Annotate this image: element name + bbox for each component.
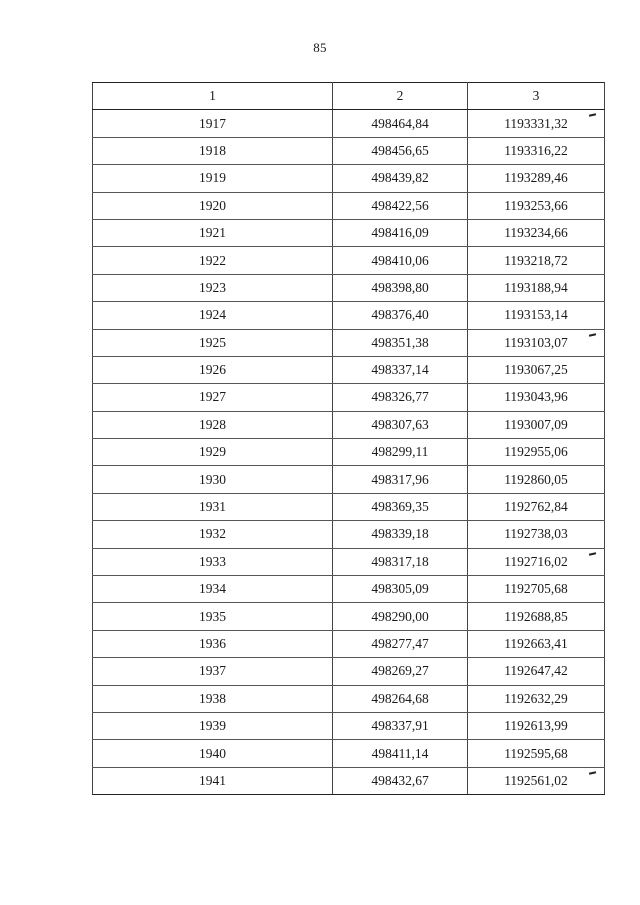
x-coordinate-cell	[333, 274, 468, 301]
x-coordinate-value: 498439,82	[371, 170, 429, 186]
point-number-value: 1925	[199, 334, 226, 350]
y-coordinate-cell	[468, 658, 605, 685]
x-coordinate-value: 498422,56	[371, 197, 429, 213]
x-coordinate-cell	[333, 712, 468, 739]
y-coordinate-value: 1193331,32	[504, 115, 568, 131]
table-row	[93, 548, 605, 575]
table-row	[93, 466, 605, 493]
point-number-cell	[93, 658, 333, 685]
y-coordinate-value: 1193316,22	[504, 142, 568, 158]
x-coordinate-cell	[333, 329, 468, 356]
point-number-cell	[93, 685, 333, 712]
y-coordinate-cell	[468, 767, 605, 794]
y-coordinate-value: 1192738,03	[504, 526, 568, 542]
y-coordinate-cell	[468, 219, 605, 246]
point-number-value: 1926	[199, 362, 226, 378]
table-body	[93, 110, 605, 795]
table-row	[93, 137, 605, 164]
y-coordinate-value: 1192632,29	[504, 690, 568, 706]
y-coordinate-cell	[468, 192, 605, 219]
point-number-value: 1930	[199, 471, 226, 487]
x-coordinate-cell	[333, 685, 468, 712]
x-coordinate-value: 498317,96	[371, 471, 429, 487]
point-number-value: 1929	[199, 444, 226, 460]
y-coordinate-value: 1193103,07	[504, 334, 568, 350]
table-row	[93, 521, 605, 548]
point-number-value: 1938	[199, 690, 226, 706]
x-coordinate-cell	[333, 439, 468, 466]
x-coordinate-value: 498398,80	[371, 279, 429, 295]
point-number-value: 1920	[199, 197, 226, 213]
point-number-cell	[93, 548, 333, 575]
point-number-cell	[93, 110, 333, 137]
scan-tick-mark	[589, 114, 596, 117]
point-number-cell	[93, 302, 333, 329]
table-row	[93, 712, 605, 739]
point-number-cell	[93, 356, 333, 383]
y-coordinate-value: 1192716,02	[504, 553, 568, 569]
x-coordinate-value: 498369,35	[371, 499, 429, 515]
y-coordinate-value: 1192613,99	[504, 718, 568, 734]
column-header-3: 3	[468, 83, 605, 110]
x-coordinate-value: 498317,18	[371, 553, 429, 569]
y-coordinate-cell	[468, 712, 605, 739]
x-coordinate-value: 498307,63	[371, 416, 429, 432]
x-coordinate-cell	[333, 247, 468, 274]
x-coordinate-value: 498432,67	[371, 772, 429, 788]
x-coordinate-cell	[333, 466, 468, 493]
table-row	[93, 356, 605, 383]
y-coordinate-cell	[468, 493, 605, 520]
y-coordinate-value: 1192705,68	[504, 581, 568, 597]
y-coordinate-value: 1193253,66	[504, 197, 568, 213]
y-coordinate-value: 1192647,42	[504, 663, 568, 679]
point-number-value: 1935	[199, 608, 226, 624]
point-number-cell	[93, 712, 333, 739]
x-coordinate-cell	[333, 137, 468, 164]
point-number-value: 1918	[199, 142, 226, 158]
table-row	[93, 384, 605, 411]
point-number-cell	[93, 493, 333, 520]
y-coordinate-cell	[468, 356, 605, 383]
y-coordinate-value: 1192561,02	[504, 772, 568, 788]
point-number-value: 1934	[199, 581, 226, 597]
x-coordinate-value: 498326,77	[371, 389, 429, 405]
page-number: 85	[313, 40, 327, 55]
x-coordinate-cell	[333, 603, 468, 630]
y-coordinate-cell	[468, 274, 605, 301]
point-number-value: 1928	[199, 416, 226, 432]
x-coordinate-cell	[333, 767, 468, 794]
x-coordinate-cell	[333, 493, 468, 520]
point-number-value: 1933	[199, 553, 226, 569]
x-coordinate-cell	[333, 740, 468, 767]
table-row	[93, 274, 605, 301]
x-coordinate-cell	[333, 356, 468, 383]
y-coordinate-cell	[468, 247, 605, 274]
coordinates-table	[92, 82, 605, 795]
x-coordinate-value: 498337,14	[371, 362, 429, 378]
y-coordinate-cell	[468, 302, 605, 329]
table-row	[93, 165, 605, 192]
table-row	[93, 439, 605, 466]
x-coordinate-value: 498464,84	[371, 115, 429, 131]
y-coordinate-cell	[468, 110, 605, 137]
point-number-cell	[93, 192, 333, 219]
x-coordinate-value: 498456,65	[371, 142, 429, 158]
point-number-value: 1922	[199, 252, 226, 268]
y-coordinate-cell	[468, 466, 605, 493]
table-row	[93, 685, 605, 712]
scan-tick-mark	[589, 771, 596, 774]
point-number-value: 1932	[199, 526, 226, 542]
point-number-cell	[93, 384, 333, 411]
point-number-value: 1931	[199, 499, 226, 515]
point-number-value: 1917	[199, 115, 226, 131]
table-header-row	[93, 83, 605, 110]
point-number-cell	[93, 274, 333, 301]
y-coordinate-value: 1192762,84	[504, 499, 568, 515]
point-number-value: 1927	[199, 389, 226, 405]
point-number-value: 1941	[199, 772, 226, 788]
point-number-value: 1923	[199, 279, 226, 295]
y-coordinate-cell	[468, 630, 605, 657]
y-coordinate-cell	[468, 603, 605, 630]
point-number-value: 1937	[199, 663, 226, 679]
x-coordinate-cell	[333, 548, 468, 575]
y-coordinate-value: 1193043,96	[504, 389, 568, 405]
y-coordinate-cell	[468, 165, 605, 192]
table-row	[93, 658, 605, 685]
y-coordinate-value: 1193153,14	[504, 307, 568, 323]
y-coordinate-value: 1193067,25	[504, 362, 568, 378]
table-row	[93, 603, 605, 630]
table-row	[93, 302, 605, 329]
x-coordinate-value: 498339,18	[371, 526, 429, 542]
table-row	[93, 767, 605, 794]
y-coordinate-cell	[468, 329, 605, 356]
y-coordinate-cell	[468, 439, 605, 466]
x-coordinate-cell	[333, 576, 468, 603]
x-coordinate-value: 498376,40	[371, 307, 429, 323]
point-number-cell	[93, 466, 333, 493]
column-header-1: 1	[93, 83, 333, 110]
x-coordinate-cell	[333, 384, 468, 411]
y-coordinate-cell	[468, 548, 605, 575]
table-row	[93, 740, 605, 767]
table-row	[93, 576, 605, 603]
point-number-cell	[93, 137, 333, 164]
y-coordinate-value: 1192860,05	[504, 471, 568, 487]
point-number-cell	[93, 767, 333, 794]
x-coordinate-value: 498411,14	[371, 745, 429, 761]
point-number-cell	[93, 576, 333, 603]
scan-tick-mark	[589, 552, 596, 555]
y-coordinate-value: 1193218,72	[504, 252, 568, 268]
point-number-value: 1921	[199, 225, 226, 241]
point-number-cell	[93, 247, 333, 274]
x-coordinate-value: 498410,06	[371, 252, 429, 268]
point-number-cell	[93, 411, 333, 438]
point-number-cell	[93, 630, 333, 657]
x-coordinate-cell	[333, 192, 468, 219]
table-row	[93, 493, 605, 520]
x-coordinate-cell	[333, 165, 468, 192]
point-number-cell	[93, 329, 333, 356]
y-coordinate-cell	[468, 384, 605, 411]
point-number-cell	[93, 165, 333, 192]
table-row	[93, 219, 605, 246]
y-coordinate-cell	[468, 685, 605, 712]
scan-tick-mark	[589, 333, 596, 336]
y-coordinate-value: 1192595,68	[504, 745, 568, 761]
x-coordinate-cell	[333, 219, 468, 246]
x-coordinate-cell	[333, 411, 468, 438]
y-coordinate-cell	[468, 411, 605, 438]
y-coordinate-value: 1192663,41	[504, 636, 568, 651]
y-coordinate-value: 1193289,46	[504, 170, 568, 186]
point-number-value: 1939	[199, 718, 226, 734]
table-row	[93, 110, 605, 137]
x-coordinate-cell	[333, 521, 468, 548]
x-coordinate-cell	[333, 110, 468, 137]
column-header-2: 2	[333, 83, 468, 110]
y-coordinate-value: 1193188,94	[504, 279, 568, 295]
x-coordinate-value: 498269,27	[371, 663, 429, 679]
y-coordinate-cell	[468, 576, 605, 603]
x-coordinate-value: 498264,68	[371, 690, 429, 706]
y-coordinate-value: 1192955,06	[504, 444, 568, 460]
x-coordinate-value: 498305,09	[371, 581, 429, 597]
table-row	[93, 247, 605, 274]
y-coordinate-value: 1192688,85	[504, 608, 568, 624]
point-number-value: 1940	[199, 745, 226, 761]
point-number-cell	[93, 219, 333, 246]
table-row	[93, 630, 605, 657]
point-number-value: 1936	[199, 636, 226, 651]
point-number-value: 1919	[199, 170, 226, 186]
y-coordinate-cell	[468, 521, 605, 548]
y-coordinate-cell	[468, 740, 605, 767]
table-row	[93, 329, 605, 356]
point-number-cell	[93, 740, 333, 767]
point-number-value: 1924	[199, 307, 226, 323]
x-coordinate-cell	[333, 302, 468, 329]
point-number-cell	[93, 521, 333, 548]
x-coordinate-value: 498299,11	[371, 444, 429, 460]
x-coordinate-value: 498277,47	[371, 636, 429, 651]
table-row	[93, 411, 605, 438]
point-number-cell	[93, 439, 333, 466]
x-coordinate-cell	[333, 630, 468, 657]
x-coordinate-cell	[333, 658, 468, 685]
point-number-cell	[93, 603, 333, 630]
x-coordinate-value: 498337,91	[371, 718, 429, 734]
x-coordinate-value: 498290,00	[371, 608, 429, 624]
y-coordinate-value: 1193007,09	[504, 416, 568, 432]
y-coordinate-value: 1193234,66	[504, 225, 568, 241]
x-coordinate-value: 498416,09	[371, 225, 429, 241]
table-row	[93, 192, 605, 219]
x-coordinate-value: 498351,38	[371, 334, 429, 350]
y-coordinate-cell	[468, 137, 605, 164]
